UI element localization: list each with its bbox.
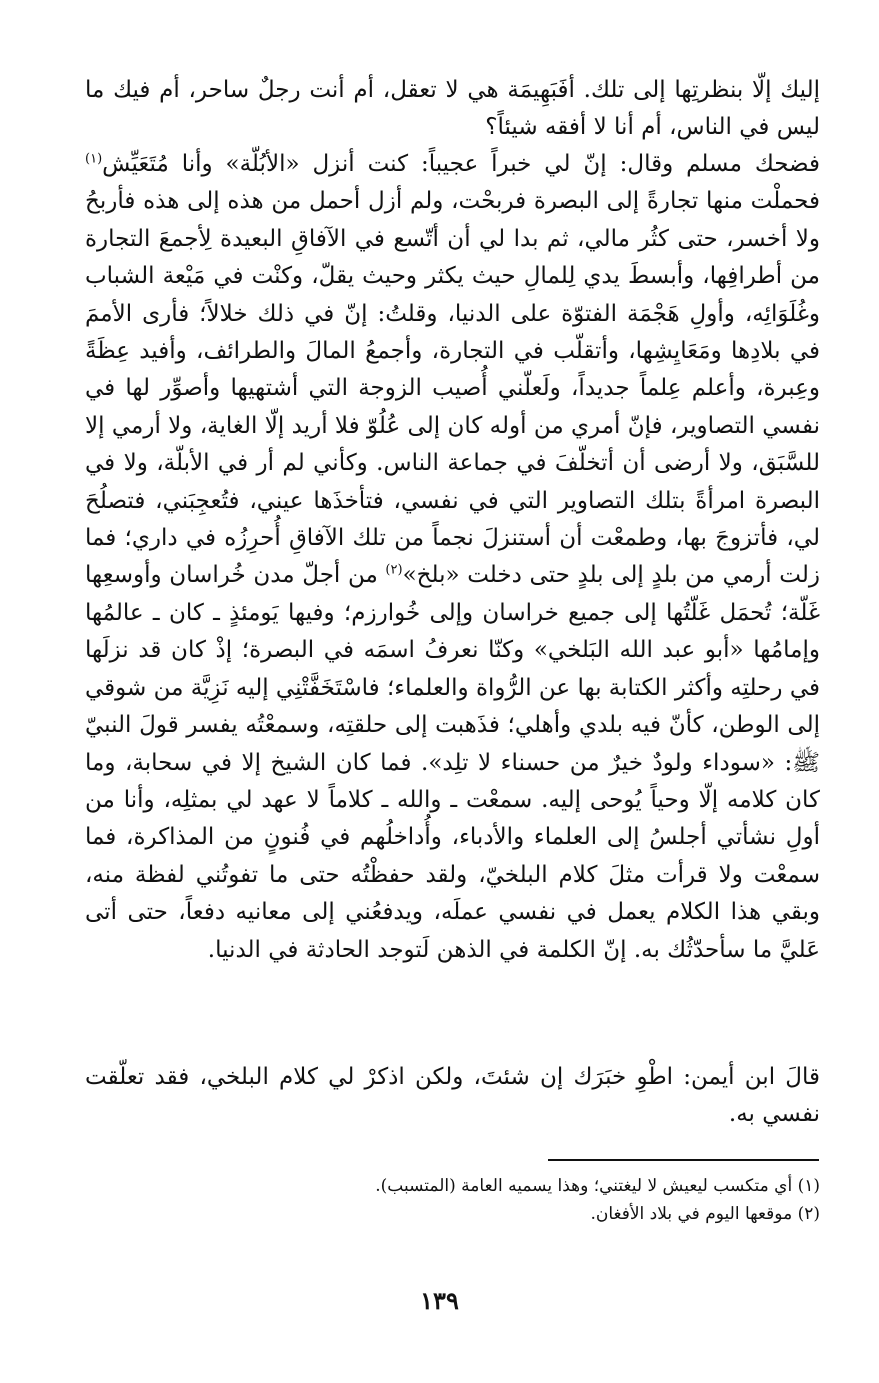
paragraph-2-body: فحملْت منها تجارةً إلى البصرة فربحْت، ولم أزل أحمل من هذه إلى هذه فأربحُ ولا أخسر، حتى كثُر مالي، ثم بدا لي أن أتّسع في الآفاقِ البعيدة لِأجمعَ التجارة من أطرافِها، وأبسطَ يدي لِلمالِ حيث يكثر وحيث يقلّ، وكنْت في مَيْعة الشباب وغُلَوَائِه، وأولِ هَجْمَة الفتوّة على الدنيا، وقلتُ: إنّ في ذلك خلالاً؛ فأرى الأممَ في بلادِها ومَعَايِشِها، وأتقلّب في التجارة، وأجمعُ المالَ والطرائف، وأفيد عِظَةً وعِبرة، وأعلم عِلماً جديداً، ولَعلّني أُصيب الزوجة التي أشتهيها وأصوِّر لها في نفسي التصاوير، فإنّ أمري من أوله كان إلى عُلُوّ فلا أريد إلّا الغاية، ولا أرمي إلا للسَّبَق، ولا أرضى أن أتخلّفَ في جماعة الناس. وكأني لم أر في الأبلّة، ولا في البصرة امرأةً بتلك التصاوير التي في نفسي، فتأخذَها عيني، فتُعجِبَني، فتصلُحَ لي، فأتزوجَ بها، وطمعْت أن أستنزلَ نجماً من تلك الآفاقِ أُحرِزُه في داري؛ فما زلت أرمي من بلدٍ إلى بلدٍ حتى دخلت «بلخ» [85, 188, 820, 589]
paragraph-2-opening: فضحك مسلم وقال: إنّ لي خبراً عجيباً: كنت أنزل «الأبُلّة» وأنا مُتَعَيِّش [102, 151, 820, 177]
footnote-2: (٢) موقعها اليوم في بلاد الأفغان. [590, 1204, 820, 1224]
paragraph-2 [85, 146, 820, 969]
paragraph-1 [85, 72, 820, 147]
paragraph-2-closing: من أجلّ مدن خُراسان وأوسعِها غَلّة؛ تُحمَل غَلّتُها إلى جميع خراسان وإلى خُوارزم؛ وفيها يَومئذٍ ـ كان ـ عالمُها وإمامُها «أبو عبد الله البَلخي» وكنّا نعرفُ اسمَه في البصرة؛ إذْ كان قد نزلَها في رحلتِه وأكثر الكتابة بها عن الرُّواة والعلماء؛ فاسْتَخَفَّتْنِي إليه نَزِيَّة من شوقي إلى الوطن، كأنّ فيه بلدي وأهلي؛ فذَهبت إلى حلقتِه، وسمعْتُه يفسر قولَ النبيّ ﷺ: «سوداء ولودٌ خيرٌ من حسناء لا تلِد». فما كان الشيخ إلا في سحابة، وما كان كلامه إلّا وحياً يُوحى إليه. سمعْت ـ والله ـ كلاماً لا عهد لي بمثلِه، وأنا من أولِ نشأتي أجلسُ إلى العلماء والأدباء، وأُداخلُهم في فُنونٍ من المذاكرة، فما سمعْت ولا قرأت مثلَ كلام البلخيّ، ولقد حفظْتُه حتى ما تفوتُني لفظة منه، وبقي هذا الكلام يعمل في نفسي عملَه، ويدفعُني إلى معانيه دفعاً، حتى أتى عَليَّ ما سأحدّثُك به. إنّ الكلمة في الذهن لَتوجد الحادثة في الدنيا. [85, 562, 820, 963]
paragraph-2-text [85, 146, 820, 969]
footnotes [85, 1172, 820, 1228]
paragraph-1-text: إليك إلّا بنظرتِها إلى تلك. أفَبَهِيمَة هي لا تعقل، أم أنت رجلٌ ساحر، أم فيك ما ليس في الناس، أم أنا لا أفقه شيئاً؟ [85, 77, 820, 141]
paragraph-3-text: قالَ ابن أيمن: اطْوِ خبَرَك إن شئتَ، ولكن اذكرْ لي كلام البلخي، فقد تعلّقت نفسي به. [85, 1064, 820, 1128]
footnote-separator [548, 1159, 819, 1161]
page-number: ١٣٩ [420, 1286, 459, 1315]
footnote-marker-2: (٢) [385, 562, 403, 578]
footnote-marker-1: (١) [85, 151, 103, 167]
paragraph-3 [85, 1059, 820, 1134]
footnote-1: (١) أي متكسب ليعيش لا ليغتني؛ وهذا يسميه العامة (المتسبب). [375, 1176, 820, 1196]
